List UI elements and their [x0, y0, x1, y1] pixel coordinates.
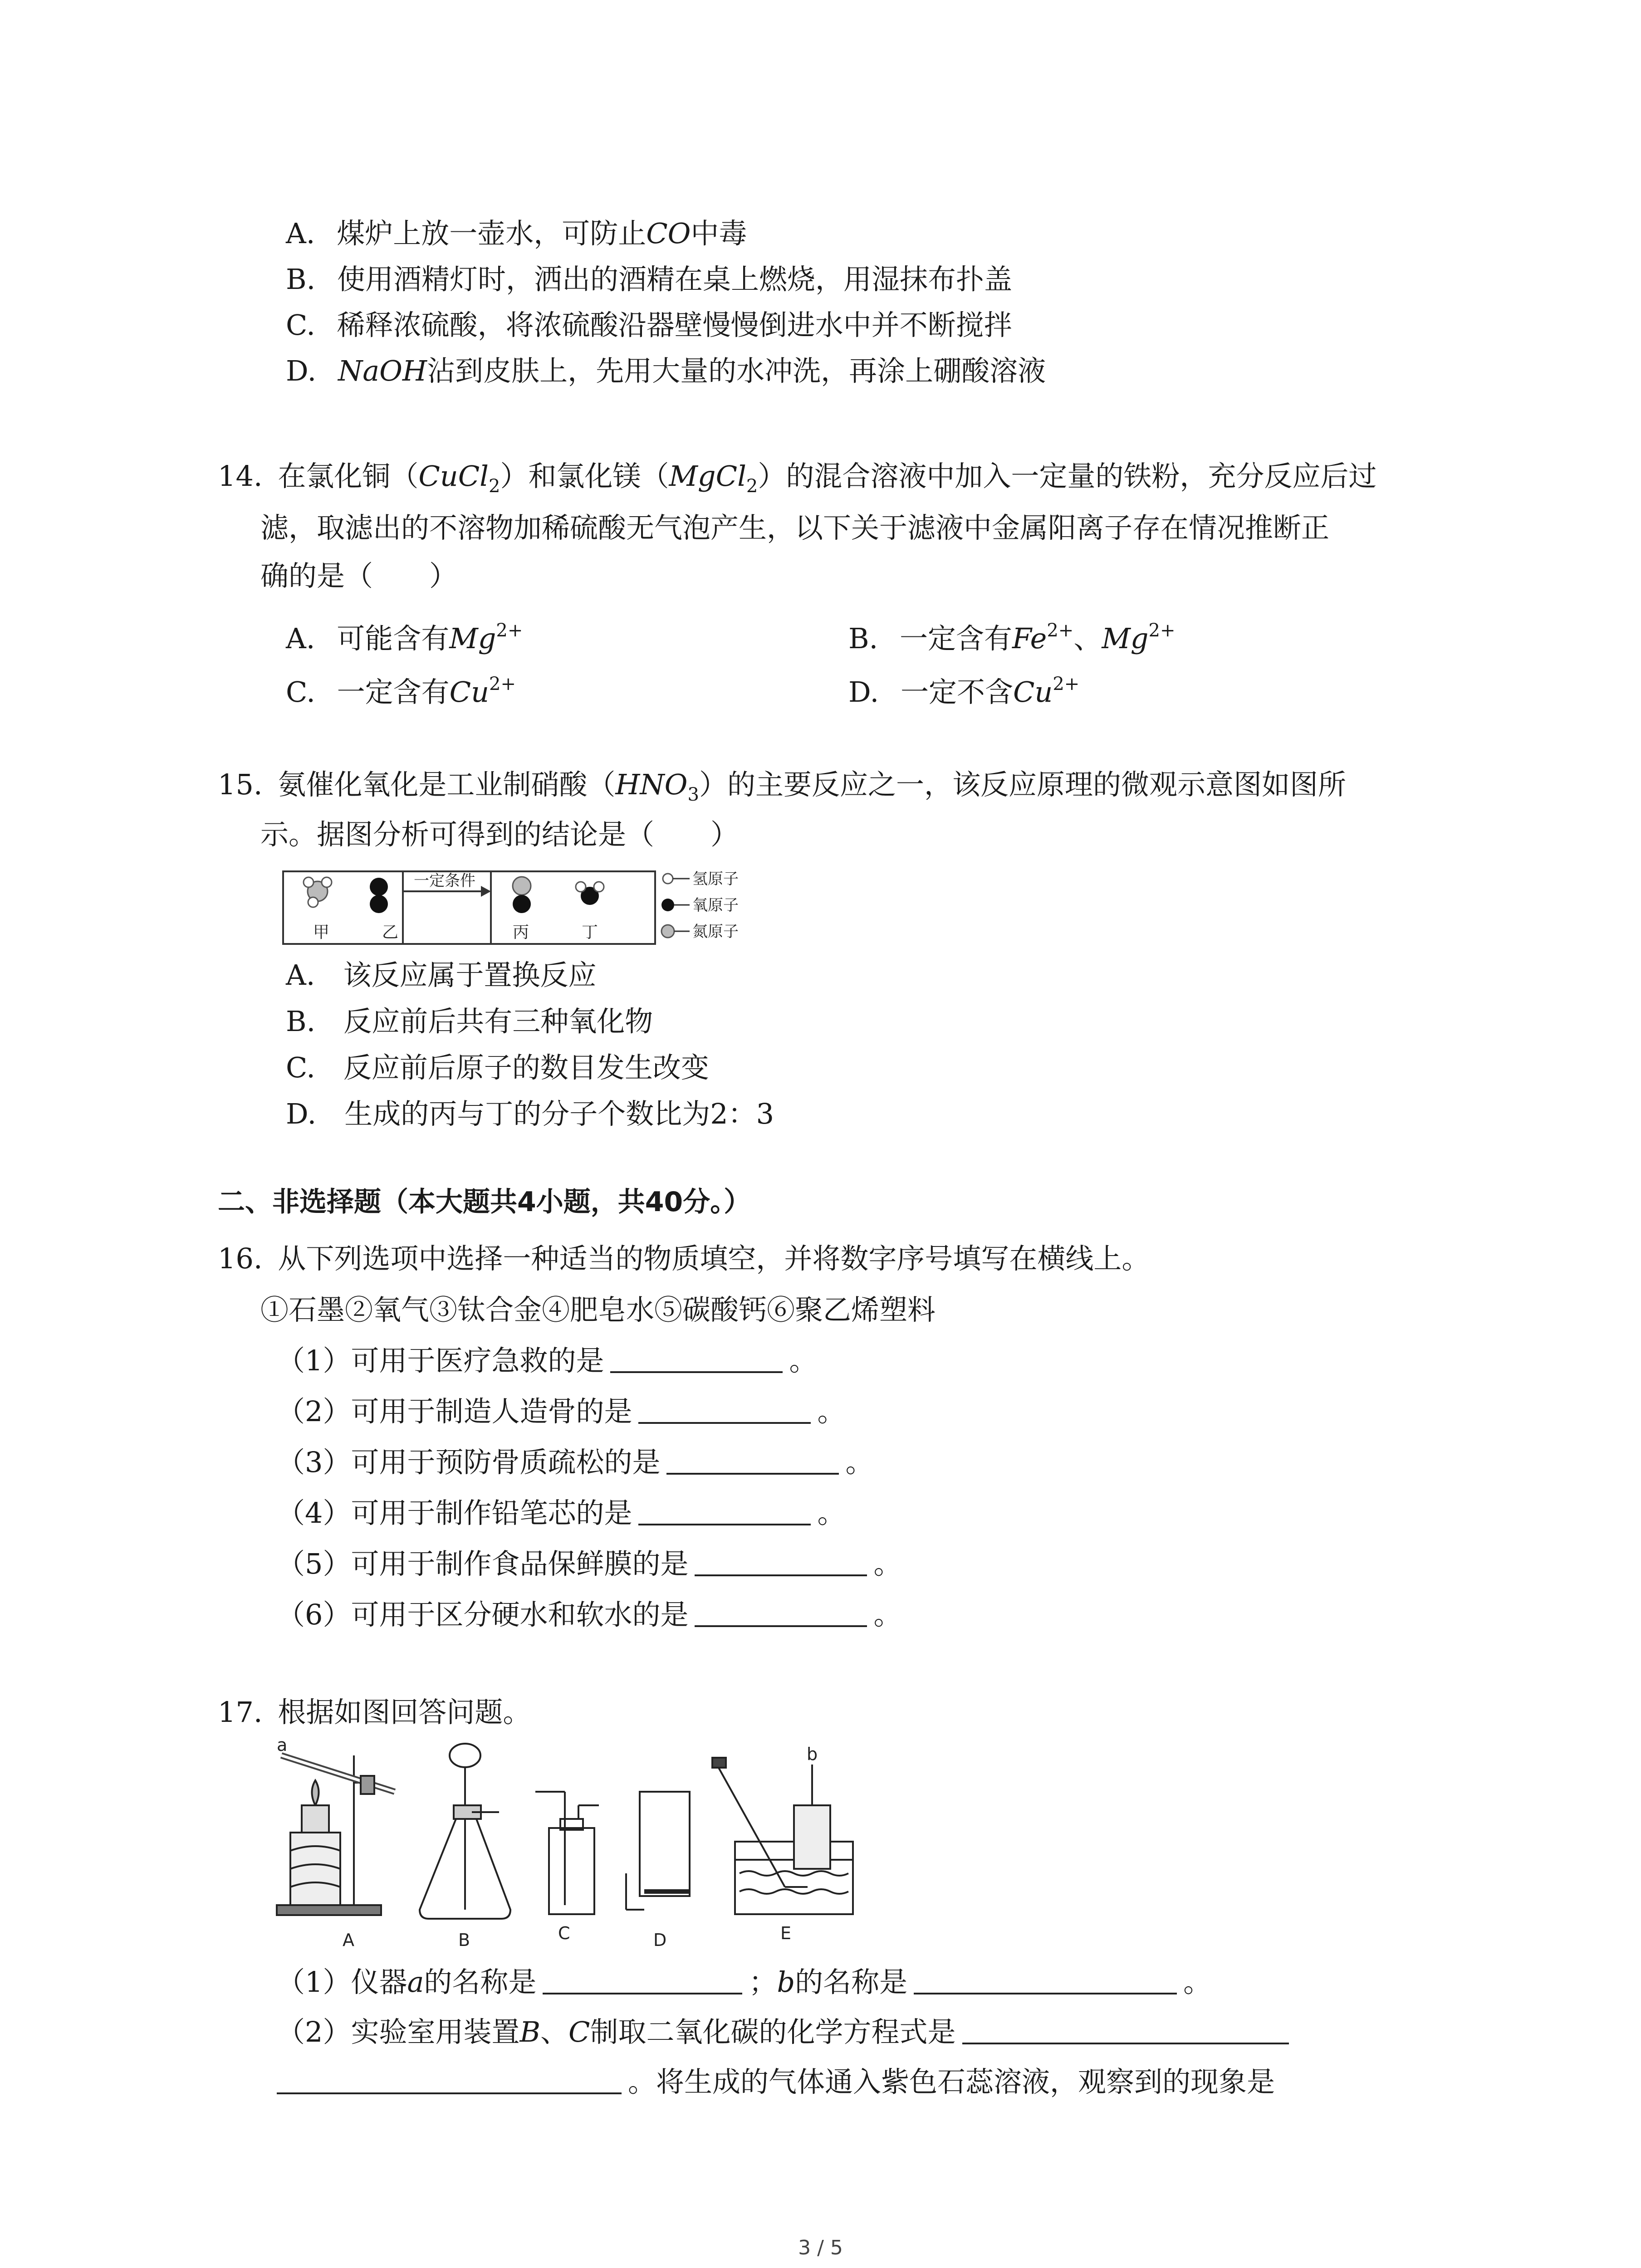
apparatus-b	[420, 1744, 510, 1919]
answer-blank[interactable]	[277, 2067, 622, 2094]
part-text: 的名称是	[424, 1965, 537, 1999]
stem-text: 在氯化铜（	[278, 459, 419, 493]
condition-label: 一定条件	[414, 872, 475, 890]
item-end: 。	[845, 1446, 874, 1479]
item-end: 。	[817, 1395, 846, 1428]
option-text: 沾到皮肤上，先用大量的水冲洗，再涂上硼酸溶液	[427, 354, 1046, 387]
q13-option-c	[286, 307, 1012, 343]
molecule-ding	[576, 882, 604, 905]
molecule-yi	[370, 878, 388, 913]
q14-stem-line3: 确的是（ ）	[260, 559, 458, 592]
option-text: 一定不含	[900, 675, 1013, 709]
answer-blank[interactable]	[914, 1967, 1177, 1994]
option-text: 一定含有	[337, 675, 450, 709]
answer-blank[interactable]	[695, 1549, 867, 1576]
section-heading: 二、非选择题（本大题共4小题，共40分。）	[218, 1186, 751, 1218]
q16-item-6	[277, 1597, 901, 1633]
q14-stem-line2: 滤，取滤出的不溶物加稀硫酸无气泡产生，以下关于滤液中金属阳离子存在情况推断正	[260, 511, 1330, 544]
option-text: 中毒	[691, 217, 747, 250]
separator: 、	[540, 2015, 569, 2048]
item-end: 。	[789, 1344, 818, 1377]
q17-part2-line2	[277, 2064, 1275, 2100]
charge: 2+	[1047, 620, 1074, 641]
legend-label: 氢原子	[692, 870, 739, 888]
apparatus-e	[712, 1758, 853, 1914]
q16-stem	[218, 1241, 1150, 1277]
subscript: 2	[488, 476, 500, 497]
label-A: A	[343, 1930, 354, 1950]
label-yi: 乙	[382, 923, 399, 942]
part-text: 制取二氧化碳的化学方程式是	[590, 2015, 956, 2048]
q17-stem	[218, 1694, 531, 1730]
label-D: D	[653, 1930, 667, 1950]
option-label: A.	[286, 217, 315, 250]
arrow-head	[481, 886, 491, 897]
ion: Fe	[1012, 622, 1047, 655]
q16-item-2	[277, 1393, 845, 1430]
option-label: A.	[286, 622, 315, 655]
question-number: 16.	[218, 1242, 263, 1275]
q15-stem-line2: 示。据图分析可得到的结论是（ ）	[260, 818, 739, 851]
q15-stem-line1	[218, 767, 1346, 813]
option-label: B.	[848, 622, 878, 655]
label-a: a	[277, 1737, 288, 1755]
apparatus-a	[277, 1755, 395, 1915]
item-text: （2）可用于制造人造骨的是	[277, 1395, 632, 1428]
formula: HNO	[615, 768, 688, 801]
option-label: D.	[286, 354, 317, 387]
option-text: 一定含有	[900, 622, 1013, 655]
molecule-jia	[304, 877, 332, 907]
ion: Cu	[449, 675, 490, 709]
subscript: 2	[746, 476, 758, 497]
item-end: 。	[817, 1496, 846, 1530]
q17-part1	[277, 1964, 1211, 2000]
answer-blank[interactable]	[962, 2017, 1289, 2044]
q13-option-d	[286, 353, 1046, 389]
q15-option-a: A. 该反应属于置换反应	[286, 958, 597, 992]
item-text: （5）可用于制作食品保鲜膜的是	[277, 1547, 689, 1580]
ion: Mg	[1102, 622, 1149, 655]
answer-blank[interactable]	[695, 1600, 867, 1627]
lab-apparatus-figure	[263, 1737, 880, 1955]
part-text: （2）实验室用装置	[277, 2015, 520, 2048]
part-text: 。将生成的气体通入紫色石蕊溶液，观察到的现象是	[628, 2065, 1275, 2098]
answer-blank[interactable]	[666, 1447, 839, 1475]
option-text: 使用酒精灯时，洒出的酒精在桌上燃烧，用湿抹布扑盖	[337, 263, 1013, 296]
charge: 2+	[1053, 674, 1080, 694]
answer-blank[interactable]	[638, 1397, 811, 1424]
question-number: 14.	[218, 459, 263, 493]
variable: b	[777, 1965, 795, 1999]
apparatus-c	[535, 1792, 599, 1914]
answer-blank[interactable]	[543, 1967, 742, 1994]
q14-option-c	[286, 666, 516, 710]
label-bing: 丙	[513, 923, 529, 942]
stem-text: 从下列选项中选择一种适当的物质填空，并将数字序号填写在横线上。	[278, 1242, 1150, 1275]
legend-label: 氮原子	[692, 923, 739, 941]
reaction-micro-diagram	[281, 864, 753, 955]
q15-option-d: D. 生成的丙与丁的分子个数比为2：3	[286, 1097, 774, 1130]
q16-options: ①石墨②氧气③钛合金④肥皂水⑤碳酸钙⑥聚乙烯塑料	[260, 1293, 936, 1326]
variable: B	[519, 2015, 541, 2048]
label-C: C	[558, 1923, 570, 1943]
stem-text: ）的混合溶液中加入一定量的铁粉，充分反应后过	[758, 459, 1377, 493]
q15-option-c: C. 反应前后原子的数目发生改变	[286, 1051, 709, 1084]
q14-option-d	[848, 666, 1079, 710]
q16-item-3	[277, 1444, 873, 1481]
ion: Cu	[1013, 675, 1053, 709]
part-text: （1）仪器	[277, 1965, 407, 1999]
item-text: （6）可用于区分硬水和软水的是	[277, 1598, 689, 1631]
stem-text: ）的主要反应之一，该反应原理的微观示意图如图所	[699, 768, 1346, 801]
formula: CO	[646, 217, 691, 250]
question-number: 15.	[218, 768, 263, 801]
item-text: （4）可用于制作铅笔芯的是	[277, 1496, 632, 1530]
charge: 2+	[496, 620, 523, 641]
q13-option-b	[286, 261, 1012, 298]
legend-hydrogen	[663, 870, 739, 888]
formula: CuCl	[418, 459, 489, 493]
charge: 2+	[489, 674, 516, 694]
ion: Mg	[449, 622, 496, 655]
variable: a	[407, 1965, 424, 1999]
molecule-bing	[513, 877, 531, 913]
q16-item-4	[277, 1495, 845, 1531]
stem-text: 根据如图回答问题。	[278, 1696, 531, 1729]
page-number: 3 / 5	[798, 2236, 843, 2259]
q14-option-b	[848, 612, 1175, 657]
option-label: D.	[848, 675, 879, 709]
q13-option-a	[286, 215, 747, 252]
item-text: （1）可用于医疗急救的是	[277, 1344, 604, 1377]
separator: 、	[1073, 622, 1102, 655]
charge: 2+	[1148, 620, 1176, 641]
question-number: 17.	[218, 1696, 263, 1729]
legend-label: 氧原子	[692, 896, 739, 914]
q17-part2-line1	[277, 2014, 1295, 2050]
apparatus-d	[626, 1792, 690, 1910]
q16-item-1	[277, 1343, 817, 1379]
legend-oxygen	[661, 896, 739, 914]
separator: ；	[749, 1965, 777, 1999]
variable: C	[568, 2015, 590, 2048]
option-label: C.	[286, 675, 315, 709]
formula: NaOH	[338, 354, 427, 387]
formula: MgCl	[669, 459, 746, 493]
label-jia: 甲	[313, 923, 330, 942]
part-text: 的名称是	[795, 1965, 908, 1999]
stem-text: ）和氯化镁（	[500, 459, 669, 493]
label-B: B	[458, 1930, 470, 1950]
option-text: 煤炉上放一壶水，可防止	[337, 217, 647, 250]
option-text: 可能含有	[337, 622, 450, 655]
q14-option-a	[286, 612, 523, 657]
answer-blank[interactable]	[638, 1498, 811, 1525]
part-end: 。	[1183, 1965, 1212, 1999]
label-E: E	[780, 1923, 792, 1943]
option-label: B.	[286, 263, 316, 296]
answer-blank[interactable]	[610, 1346, 783, 1373]
q14-stem-line1	[218, 458, 1376, 504]
label-b: b	[807, 1744, 818, 1764]
option-label: C.	[286, 308, 315, 342]
q15-option-b: B. 反应前后共有三种氧化物	[286, 1005, 653, 1038]
subscript: 3	[687, 784, 699, 805]
legend-nitrogen	[661, 923, 739, 941]
q16-item-5	[277, 1546, 901, 1582]
stem-text: 氨催化氧化是工业制硝酸（	[278, 768, 616, 801]
option-text: 稀释浓硫酸，将浓硫酸沿器壁慢慢倒进水中并不断搅拌	[337, 308, 1012, 342]
item-text: （3）可用于预防骨质疏松的是	[277, 1446, 661, 1479]
item-end: 。	[873, 1547, 902, 1580]
label-ding: 丁	[582, 923, 598, 942]
item-end: 。	[873, 1598, 902, 1631]
